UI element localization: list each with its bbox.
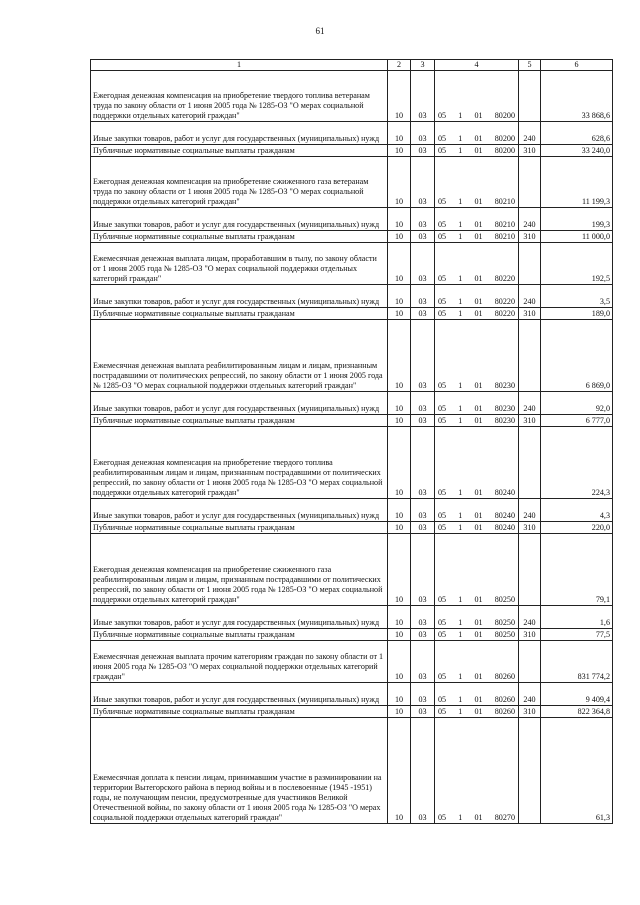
subsection-code-cell: 03: [411, 683, 435, 706]
table-row: [91, 145, 613, 157]
segment-direction: 01: [474, 416, 483, 425]
segment-direction: 01: [474, 197, 483, 206]
segment-direction: 01: [474, 404, 483, 413]
segment-item: 80260: [494, 695, 515, 704]
target-article-code: [437, 197, 516, 207]
description-cell: Иные закупки товаров, работ и услуг для государственных (муниципальных) нужд: [91, 122, 388, 145]
segment-item: 80220: [494, 297, 515, 306]
target-article-cell: [435, 320, 519, 392]
amount-cell: 822 364,8: [541, 706, 613, 718]
section-code-cell: 10: [388, 320, 411, 392]
target-article-cell: [435, 534, 519, 606]
expense-type-cell: 240: [519, 683, 541, 706]
description-cell: Ежегодная денежная компенсация на приобретение сжиженного газа реабилитированным лицам и лицам, признанным пострадавшими от политических репрессий, по закону области от 1 июня 2005 года № 1285-ОЗ "О мерах социальной поддержки отдельных категорий граждан": [91, 534, 388, 606]
segment-item: 80210: [494, 232, 515, 241]
table-row: [91, 243, 613, 285]
header-cell: 5: [519, 60, 541, 71]
table-row: [91, 641, 613, 683]
segment-direction: 01: [474, 297, 483, 306]
subsection-code-cell: 03: [411, 629, 435, 641]
section-code-cell: 10: [388, 499, 411, 522]
table-body: [91, 60, 613, 824]
header-cell: 3: [411, 60, 435, 71]
segment-subprogram: 1: [458, 630, 463, 639]
segment-item: 80250: [494, 618, 515, 627]
subsection-code-cell: 03: [411, 285, 435, 308]
expense-type-cell: [519, 320, 541, 392]
segment-subprogram: 1: [458, 220, 463, 229]
subsection-code-cell: 03: [411, 641, 435, 683]
segment-subprogram: 1: [458, 672, 463, 681]
segment-subprogram: 1: [458, 404, 463, 413]
segment-subprogram: 1: [458, 511, 463, 520]
section-code-cell: 10: [388, 71, 411, 122]
segment-direction: 01: [474, 672, 483, 681]
header-cell: 2: [388, 60, 411, 71]
section-code-cell: 10: [388, 534, 411, 606]
segment-program: 05: [438, 220, 447, 229]
subsection-code-cell: 03: [411, 320, 435, 392]
segment-item: 80210: [494, 220, 515, 229]
segment-subprogram: 1: [458, 618, 463, 627]
table-row: [91, 522, 613, 534]
target-article-cell: [435, 157, 519, 208]
description-cell: Иные закупки товаров, работ и услуг для государственных (муниципальных) нужд: [91, 208, 388, 231]
table-row: [91, 427, 613, 499]
segment-item: 80210: [494, 197, 515, 206]
amount-cell: 224,3: [541, 427, 613, 499]
target-article-code: [437, 523, 516, 533]
expense-type-cell: 240: [519, 606, 541, 629]
description-cell: Иные закупки товаров, работ и услуг для государственных (муниципальных) нужд: [91, 392, 388, 415]
amount-cell: 77,5: [541, 629, 613, 641]
amount-cell: 4,3: [541, 499, 613, 522]
target-article-code: [437, 309, 516, 319]
subsection-code-cell: 03: [411, 718, 435, 824]
section-code-cell: 10: [388, 522, 411, 534]
table-row: [91, 320, 613, 392]
segment-direction: 01: [474, 274, 483, 283]
segment-item: 80240: [494, 523, 515, 532]
amount-cell: 6 869,0: [541, 320, 613, 392]
segment-program: 05: [438, 707, 447, 716]
section-code-cell: 10: [388, 427, 411, 499]
amount-cell: 3,5: [541, 285, 613, 308]
description-cell: Публичные нормативные социальные выплаты гражданам: [91, 629, 388, 641]
expense-type-cell: 310: [519, 231, 541, 243]
amount-cell: 220,0: [541, 522, 613, 534]
expense-type-cell: 240: [519, 122, 541, 145]
segment-item: 80270: [494, 813, 515, 822]
segment-direction: 01: [474, 523, 483, 532]
subsection-code-cell: 03: [411, 208, 435, 231]
segment-item: 80240: [494, 511, 515, 520]
section-code-cell: 10: [388, 706, 411, 718]
target-article-code: [437, 416, 516, 426]
segment-item: 80200: [494, 134, 515, 143]
segment-direction: 01: [474, 595, 483, 604]
expense-type-cell: 240: [519, 285, 541, 308]
segment-direction: 01: [474, 511, 483, 520]
description-cell: Иные закупки товаров, работ и услуг для государственных (муниципальных) нужд: [91, 606, 388, 629]
segment-program: 05: [438, 297, 447, 306]
description-cell: Иные закупки товаров, работ и услуг для государственных (муниципальных) нужд: [91, 285, 388, 308]
target-article-code: [437, 813, 516, 823]
target-article-code: [437, 707, 516, 717]
table-row: [91, 606, 613, 629]
target-article-code: [437, 630, 516, 640]
description-cell: Ежемесячная доплата к пенсии лицам, принимавшим участие в разминировании на территории Вытегорского района в период войны и в послевоенные (1945 -1951) годы, не получающим пенсии, предусмотренные для участников Великой Отечественной войны, по закону области от 1 июня 2005 года № 1285-ОЗ "О мерах социальной поддержки отдельных категорий граждан": [91, 718, 388, 824]
target-article-code: [437, 595, 516, 605]
amount-cell: 92,0: [541, 392, 613, 415]
segment-program: 05: [438, 695, 447, 704]
target-article-cell: [435, 522, 519, 534]
target-article-cell: [435, 231, 519, 243]
segment-direction: 01: [474, 220, 483, 229]
segment-subprogram: 1: [458, 813, 463, 822]
segment-direction: 01: [474, 146, 483, 155]
segment-program: 05: [438, 672, 447, 681]
target-article-code: [437, 220, 516, 230]
segment-program: 05: [438, 111, 447, 120]
section-code-cell: 10: [388, 629, 411, 641]
target-article-cell: [435, 718, 519, 824]
segment-direction: 01: [474, 695, 483, 704]
section-code-cell: 10: [388, 231, 411, 243]
segment-direction: 01: [474, 707, 483, 716]
expense-type-cell: 310: [519, 706, 541, 718]
subsection-code-cell: 03: [411, 606, 435, 629]
expense-type-cell: [519, 534, 541, 606]
segment-item: 80250: [494, 630, 515, 639]
amount-cell: 79,1: [541, 534, 613, 606]
section-code-cell: 10: [388, 243, 411, 285]
table-row: [91, 71, 613, 122]
description-cell: Публичные нормативные социальные выплаты гражданам: [91, 415, 388, 427]
segment-program: 05: [438, 232, 447, 241]
section-code-cell: 10: [388, 683, 411, 706]
segment-direction: 01: [474, 309, 483, 318]
target-article-cell: [435, 606, 519, 629]
segment-item: 80230: [494, 416, 515, 425]
description-cell: Публичные нормативные социальные выплаты гражданам: [91, 308, 388, 320]
budget-table: [90, 59, 613, 824]
target-article-code: [437, 672, 516, 682]
table-row: [91, 718, 613, 824]
amount-cell: 33 868,6: [541, 71, 613, 122]
target-article-cell: [435, 641, 519, 683]
segment-subprogram: 1: [458, 416, 463, 425]
expense-type-cell: [519, 157, 541, 208]
section-code-cell: 10: [388, 606, 411, 629]
amount-cell: 11 199,3: [541, 157, 613, 208]
subsection-code-cell: 03: [411, 522, 435, 534]
segment-item: 80220: [494, 309, 515, 318]
segment-subprogram: 1: [458, 232, 463, 241]
expense-type-cell: 310: [519, 415, 541, 427]
subsection-code-cell: 03: [411, 157, 435, 208]
segment-subprogram: 1: [458, 523, 463, 532]
segment-item: 80230: [494, 404, 515, 413]
segment-subprogram: 1: [458, 146, 463, 155]
subsection-code-cell: 03: [411, 145, 435, 157]
subsection-code-cell: 03: [411, 243, 435, 285]
segment-subprogram: 1: [458, 274, 463, 283]
amount-cell: 9 409,4: [541, 683, 613, 706]
table-row: [91, 208, 613, 231]
table-row: [91, 534, 613, 606]
segment-program: 05: [438, 511, 447, 520]
description-cell: Публичные нормативные социальные выплаты гражданам: [91, 145, 388, 157]
subsection-code-cell: 03: [411, 231, 435, 243]
target-article-code: [437, 111, 516, 121]
target-article-code: [437, 134, 516, 144]
expense-type-cell: [519, 243, 541, 285]
expense-type-cell: [519, 71, 541, 122]
segment-item: 80200: [494, 111, 515, 120]
header-cell: 4: [435, 60, 519, 71]
subsection-code-cell: 03: [411, 499, 435, 522]
table-header-row: [91, 60, 613, 71]
segment-program: 05: [438, 309, 447, 318]
section-code-cell: 10: [388, 392, 411, 415]
section-code-cell: 10: [388, 122, 411, 145]
target-article-cell: [435, 208, 519, 231]
target-article-cell: [435, 499, 519, 522]
segment-program: 05: [438, 813, 447, 822]
amount-cell: 6 777,0: [541, 415, 613, 427]
description-cell: Ежемесячная денежная выплата прочим категориям граждан по закону области от 1 июня 2005 года № 1285-ОЗ "О мерах социальной поддержки отдельных категорий граждан": [91, 641, 388, 683]
segment-item: 80250: [494, 595, 515, 604]
segment-direction: 01: [474, 488, 483, 497]
section-code-cell: 10: [388, 285, 411, 308]
description-cell: Ежегодная денежная компенсация на приобретение твердого топлива реабилитированным лицам и лицам, признанным пострадавшими от политических репрессий, по закону области от 1 июня 2005 года № 1285-ОЗ "О мерах социальной поддержки отдельных категорий граждан": [91, 427, 388, 499]
description-cell: Ежемесячная денежная выплата реабилитированным лицам и лицам, признанным пострадавшими от политических репрессий, по закону области от 1 июня 2005 года № 1285-ОЗ "О мерах социальной поддержки отдельных категорий граждан": [91, 320, 388, 392]
target-article-cell: [435, 71, 519, 122]
table-row: [91, 285, 613, 308]
expense-type-cell: 240: [519, 392, 541, 415]
target-article-code: [437, 297, 516, 307]
subsection-code-cell: 03: [411, 71, 435, 122]
segment-subprogram: 1: [458, 595, 463, 604]
expense-type-cell: 240: [519, 208, 541, 231]
segment-program: 05: [438, 618, 447, 627]
section-code-cell: 10: [388, 641, 411, 683]
expense-type-cell: 240: [519, 499, 541, 522]
segment-item: 80260: [494, 672, 515, 681]
table-row: [91, 392, 613, 415]
segment-subprogram: 1: [458, 695, 463, 704]
segment-subprogram: 1: [458, 297, 463, 306]
header-cell: 1: [91, 60, 388, 71]
segment-item: 80230: [494, 381, 515, 390]
target-article-cell: [435, 392, 519, 415]
segment-direction: 01: [474, 134, 483, 143]
table-row: [91, 231, 613, 243]
segment-direction: 01: [474, 232, 483, 241]
section-code-cell: 10: [388, 157, 411, 208]
description-cell: Иные закупки товаров, работ и услуг для государственных (муниципальных) нужд: [91, 683, 388, 706]
segment-item: 80220: [494, 274, 515, 283]
target-article-cell: [435, 629, 519, 641]
section-code-cell: 10: [388, 308, 411, 320]
expense-type-cell: 310: [519, 145, 541, 157]
section-code-cell: 10: [388, 415, 411, 427]
segment-direction: 01: [474, 381, 483, 390]
segment-program: 05: [438, 381, 447, 390]
target-article-cell: [435, 285, 519, 308]
table-row: [91, 308, 613, 320]
amount-cell: 831 774,2: [541, 641, 613, 683]
target-article-code: [437, 232, 516, 242]
target-article-cell: [435, 415, 519, 427]
target-article-code: [437, 618, 516, 628]
segment-program: 05: [438, 523, 447, 532]
target-article-code: [437, 404, 516, 414]
segment-direction: 01: [474, 618, 483, 627]
segment-program: 05: [438, 134, 447, 143]
expense-type-cell: [519, 641, 541, 683]
segment-subprogram: 1: [458, 111, 463, 120]
subsection-code-cell: 03: [411, 706, 435, 718]
target-article-code: [437, 146, 516, 156]
amount-cell: 628,6: [541, 122, 613, 145]
description-cell: Ежемесячная денежная выплата лицам, проработавшим в тылу, по закону области от 1 июня 2005 года № 1285-ОЗ "О мерах социальной поддержки отдельных категорий граждан": [91, 243, 388, 285]
target-article-code: [437, 381, 516, 391]
segment-item: 80260: [494, 707, 515, 716]
amount-cell: 1,6: [541, 606, 613, 629]
target-article-cell: [435, 243, 519, 285]
table-row: [91, 157, 613, 208]
expense-type-cell: 310: [519, 629, 541, 641]
description-cell: Ежегодная денежная компенсация на приобретение сжиженного газа ветеранам труда по закону области от 1 июня 2005 года № 1285-ОЗ "О мерах социальной поддержки отдельных категорий граждан": [91, 157, 388, 208]
subsection-code-cell: 03: [411, 415, 435, 427]
amount-cell: 11 000,0: [541, 231, 613, 243]
segment-program: 05: [438, 197, 447, 206]
expense-type-cell: [519, 718, 541, 824]
segment-subprogram: 1: [458, 707, 463, 716]
segment-program: 05: [438, 488, 447, 497]
description-cell: Публичные нормативные социальные выплаты гражданам: [91, 522, 388, 534]
segment-program: 05: [438, 416, 447, 425]
target-article-cell: [435, 683, 519, 706]
description-cell: Публичные нормативные социальные выплаты гражданам: [91, 706, 388, 718]
amount-cell: 33 240,0: [541, 145, 613, 157]
table-row: [91, 706, 613, 718]
target-article-code: [437, 488, 516, 498]
segment-direction: 01: [474, 813, 483, 822]
expense-type-cell: 310: [519, 522, 541, 534]
section-code-cell: 10: [388, 208, 411, 231]
segment-program: 05: [438, 146, 447, 155]
segment-direction: 01: [474, 630, 483, 639]
segment-program: 05: [438, 630, 447, 639]
description-cell: Иные закупки товаров, работ и услуг для государственных (муниципальных) нужд: [91, 499, 388, 522]
segment-program: 05: [438, 595, 447, 604]
expense-type-cell: 310: [519, 308, 541, 320]
subsection-code-cell: 03: [411, 534, 435, 606]
segment-item: 80240: [494, 488, 515, 497]
segment-subprogram: 1: [458, 309, 463, 318]
description-cell: Публичные нормативные социальные выплаты гражданам: [91, 231, 388, 243]
subsection-code-cell: 03: [411, 427, 435, 499]
amount-cell: 61,3: [541, 718, 613, 824]
target-article-cell: [435, 427, 519, 499]
amount-cell: 199,3: [541, 208, 613, 231]
target-article-cell: [435, 145, 519, 157]
subsection-code-cell: 03: [411, 392, 435, 415]
expense-type-cell: [519, 427, 541, 499]
segment-subprogram: 1: [458, 197, 463, 206]
table-row: [91, 499, 613, 522]
amount-cell: 189,0: [541, 308, 613, 320]
target-article-code: [437, 695, 516, 705]
segment-direction: 01: [474, 111, 483, 120]
subsection-code-cell: 03: [411, 122, 435, 145]
target-article-cell: [435, 308, 519, 320]
target-article-cell: [435, 706, 519, 718]
subsection-code-cell: 03: [411, 308, 435, 320]
segment-program: 05: [438, 274, 447, 283]
section-code-cell: 10: [388, 718, 411, 824]
table-row: [91, 122, 613, 145]
segment-subprogram: 1: [458, 488, 463, 497]
table-row: [91, 683, 613, 706]
target-article-cell: [435, 122, 519, 145]
header-cell: 6: [541, 60, 613, 71]
segment-subprogram: 1: [458, 134, 463, 143]
segment-item: 80200: [494, 146, 515, 155]
table-row: [91, 629, 613, 641]
description-cell: Ежегодная денежная компенсация на приобретение твердого топлива ветеранам труда по закону области от 1 июня 2005 года № 1285-ОЗ "О мерах социальной поддержки отдельных категорий граждан": [91, 71, 388, 122]
segment-subprogram: 1: [458, 381, 463, 390]
section-code-cell: 10: [388, 145, 411, 157]
target-article-code: [437, 274, 516, 284]
segment-program: 05: [438, 404, 447, 413]
target-article-code: [437, 511, 516, 521]
table-row: [91, 415, 613, 427]
amount-cell: 192,5: [541, 243, 613, 285]
page-number: 61: [315, 26, 325, 36]
